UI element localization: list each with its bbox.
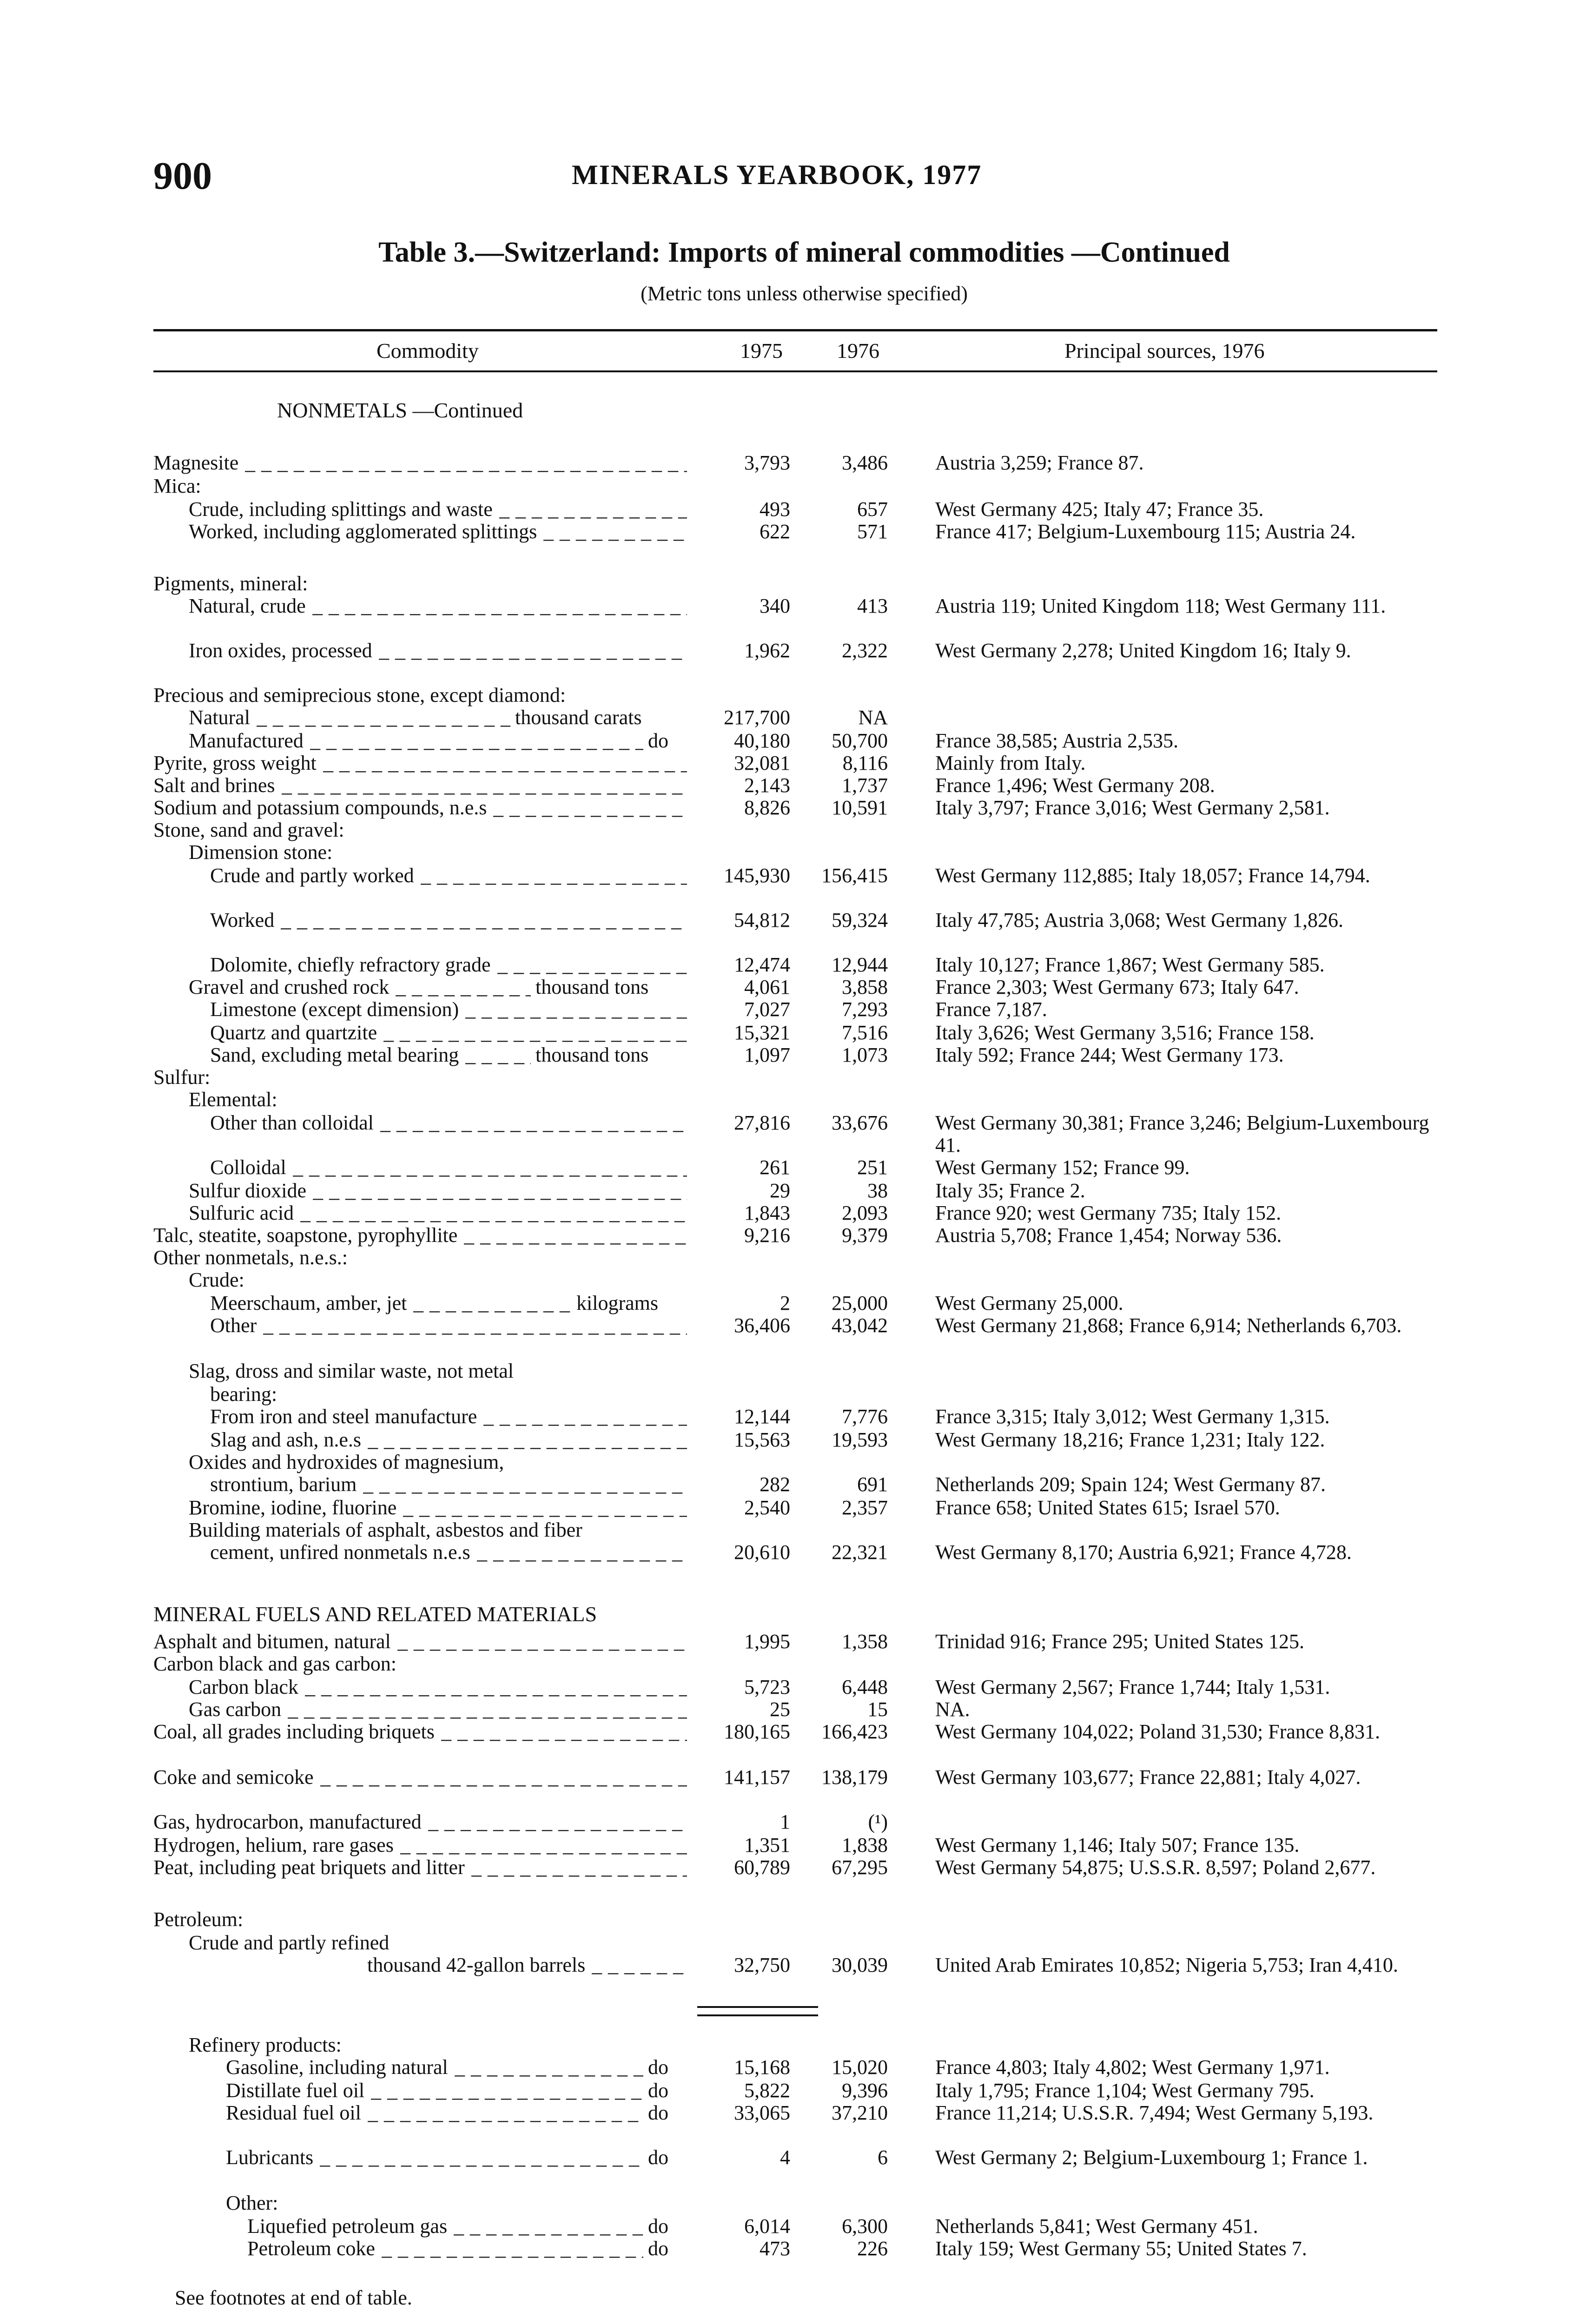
commodity-cell: Peat, including peat briquets and litter [153,1856,465,1879]
commodity-cell: Crude and partly refined [189,1931,390,1954]
value-1975-cell: 4 [780,2146,790,2169]
commodity-cell: Refinery products: [189,2034,342,2056]
value-1976-cell: 2,093 [842,1202,888,1224]
value-1975-cell: 493 [760,498,790,521]
table-row [0,1811,1586,1837]
table-row [0,640,1586,666]
principal-sources-cell: France 4,803; Italy 4,802; West Germany 1,971. [935,2056,1330,2079]
commodity-cell: Hydrogen, helium, rare gases [153,1834,394,1856]
commodity-cell: Crude: [189,1268,245,1291]
dot-leader [383,1022,687,1044]
principal-sources-cell: Austria 5,708; France 1,454; Norway 536. [935,1224,1282,1247]
unit-label: kilograms [576,1292,658,1314]
commodity-cell: Colloidal [210,1156,286,1179]
value-1976-cell: 67,295 [832,1856,888,1879]
value-1976-cell: 43,042 [832,1314,888,1337]
commodity-cell: Natural, crude [189,594,306,617]
table-row [0,2238,1586,2264]
value-1976-cell: 691 [857,1473,888,1496]
value-1976-cell: 1,073 [842,1043,888,1066]
commodity-cell: Sulfur: [153,1066,211,1089]
value-1975-cell: 261 [760,1156,790,1179]
dot-leader [397,1631,687,1653]
commodity-cell: Mica: [153,475,201,497]
dot-leader [380,1112,687,1134]
commodity-cell: Other [210,1314,257,1337]
unit-label: thousand tons [535,976,649,998]
dot-leader [592,1954,687,1976]
commodity-cell: Sulfur dioxide [189,1179,306,1202]
principal-sources-cell: France 11,214; U.S.S.R. 7,494; West Germany 5,193. [935,2101,1374,2124]
principal-sources-cell: France 7,187. [935,998,1047,1021]
table-row [0,841,1586,867]
table-row [0,1908,1586,1934]
commodity-cell: bearing: [210,1383,278,1406]
value-1976-cell: (¹) [868,1810,888,1833]
value-1976-cell: 2,322 [842,639,888,662]
principal-sources-cell: West Germany 103,677; France 22,881; Italy 4,027. [935,1766,1361,1789]
dot-leader [293,1156,687,1179]
commodity-cell: Residual fuel oil [226,2101,361,2124]
dot-leader [263,1314,687,1337]
value-1975-cell: 622 [760,520,790,543]
commodity-cell: Gas, hydrocarbon, manufactured [153,1810,422,1833]
value-1976-cell: 15,020 [832,2056,888,2079]
value-1975-cell: 33,065 [734,2101,790,2124]
commodity-cell: Iron oxides, processed [189,639,372,662]
dot-leader [257,706,510,729]
table-row [0,1269,1586,1295]
unit-label: do [648,2237,668,2260]
value-1975-cell: 282 [760,1473,790,1496]
table-row [0,1721,1586,1747]
value-1975-cell: 473 [760,2237,790,2260]
value-1975-cell: 12,144 [734,1405,790,1428]
commodity-cell: thousand 42-gallon barrels [367,1954,586,1976]
dot-leader [281,909,687,931]
commodity-cell: Asphalt and bitumen, natural [153,1630,391,1653]
value-1976-cell: 6,448 [842,1676,888,1698]
commodity-cell: Crude, including splittings and waste [189,498,493,521]
commodity-cell: Gasoline, including natural [226,2056,448,2079]
dot-leader [403,1497,687,1519]
value-1975-cell: 5,723 [744,1676,790,1698]
commodity-cell: Pyrite, gross weight [153,752,317,774]
value-1975-cell: 29 [770,1179,790,1202]
value-1976-cell: 19,593 [832,1428,888,1451]
commodity-cell: cement, unfired nonmetals n.e.s [210,1541,470,1564]
value-1976-cell: 571 [857,520,888,543]
table-subtitle: (Metric tons unless otherwise specified) [641,282,968,305]
dot-leader [305,1676,687,1698]
value-1976-cell: 2,357 [842,1496,888,1519]
commodity-cell: Other nonmetals, n.e.s.: [153,1246,348,1269]
value-1976-cell: 6 [878,2146,888,2169]
commodity-cell: Limestone (except dimension) [210,998,459,1021]
table-row [0,1856,1586,1882]
commodity-cell: Dolomite, chiefly refractory grade [210,953,491,976]
principal-sources-cell: France 38,585; Austria 2,535. [935,729,1179,752]
value-1976-cell: 7,776 [842,1405,888,1428]
unit-label: do [648,729,668,752]
commodity-cell: Slag, dross and similar waste, not metal [189,1360,514,1382]
value-1976-cell: NA [858,706,888,729]
principal-sources-cell: Austria 3,259; France 87. [935,451,1144,474]
commodity-cell: Dimension stone: [189,841,333,864]
table-row [0,595,1586,621]
page-number: 900 [153,154,212,198]
value-1975-cell: 9,216 [744,1224,790,1247]
principal-sources-cell: Netherlands 5,841; West Germany 451. [935,2215,1258,2238]
dot-leader [499,498,687,521]
principal-sources-cell: Italy 47,785; Austria 3,068; West Germany 1,826. [935,909,1343,931]
principal-sources-cell: Italy 35; France 2. [935,1179,1085,1202]
dot-leader [320,1766,687,1789]
value-1975-cell: 8,826 [744,796,790,819]
dot-leader [477,1541,687,1564]
commodity-cell: Stone, sand and gravel: [153,819,344,841]
value-1976-cell: 413 [857,594,888,617]
commodity-cell: Lubricants [226,2146,314,2169]
principal-sources-cell: West Germany 54,875; U.S.S.R. 8,597; Poland 2,677. [935,1856,1376,1879]
value-1976-cell: 138,179 [821,1766,888,1789]
dot-leader [493,797,687,819]
principal-sources-cell: France 3,315; Italy 3,012; West Germany 1,315. [935,1405,1330,1428]
principal-sources-cell: Italy 159; West Germany 55; United States 7. [935,2237,1307,2260]
principal-sources-cell: West Germany 2,278; United Kingdom 16; Italy 9. [935,639,1351,662]
commodity-cell: Pigments, mineral: [153,572,308,595]
value-1975-cell: 1,351 [744,1834,790,1856]
commodity-cell: Coal, all grades including briquets [153,1720,435,1743]
dot-leader [543,521,687,543]
commodity-cell: strontium, barium [210,1473,357,1496]
table-row [0,865,1586,891]
principal-sources-cell: France 417; Belgium-Luxembourg 115; Austria 24. [935,520,1356,543]
principal-sources-cell: France 2,303; West Germany 673; Italy 647. [935,976,1299,998]
section-heading-mineral-fuels: MINERAL FUELS AND RELATED MATERIALS [153,1602,597,1626]
principal-sources-cell: France 1,496; West Germany 208. [935,774,1215,797]
table-row [0,1314,1586,1340]
unit-label: thousand tons [535,1043,649,1066]
principal-sources-cell: West Germany 30,381; France 3,246; Belgium-Luxembourg 41. [935,1111,1429,1156]
value-1976-cell: 25,000 [832,1292,888,1314]
table-row [0,1360,1586,1386]
commodity-cell: Carbon black [189,1676,298,1698]
value-1976-cell: 657 [857,498,888,521]
commodity-cell: Other than colloidal [210,1111,374,1134]
commodity-cell: Natural [189,706,250,729]
dot-leader [245,452,687,474]
principal-sources-cell: Trinidad 916; France 295; United States 125. [935,1630,1304,1653]
table-row [0,998,1586,1024]
principal-sources-cell: West Germany 104,022; Poland 31,530; France 8,831. [935,1720,1380,1743]
value-1976-cell: 12,944 [832,953,888,976]
principal-sources-cell: France 658; United States 615; Israel 570. [935,1496,1280,1519]
value-1975-cell: 15,168 [734,2056,790,2079]
dot-leader [471,1856,687,1879]
value-1975-cell: 3,793 [744,451,790,474]
principal-sources-cell: West Germany 2,567; France 1,744; Italy 1,531. [935,1676,1330,1698]
value-1975-cell: 7,027 [744,998,790,1021]
column-header-1975: 1975 [740,339,783,363]
value-1975-cell: 20,610 [734,1541,790,1564]
value-1976-cell: 156,415 [821,864,888,887]
value-1975-cell: 2,540 [744,1496,790,1519]
value-1976-cell: 30,039 [832,1954,888,1976]
value-1976-cell: 15 [867,1698,888,1721]
commodity-cell: Meerschaum, amber, jet [210,1292,407,1314]
table-row [0,1111,1586,1156]
commodity-cell: Sulfuric acid [189,1202,294,1224]
principal-sources-cell: West Germany 21,868; France 6,914; Netherlands 6,703. [935,1314,1402,1337]
dot-leader [300,1202,687,1224]
table-row [0,1089,1586,1115]
value-1975-cell: 27,816 [734,1111,790,1134]
value-1975-cell: 32,081 [734,752,790,774]
principal-sources-cell: West Germany 112,885; Italy 18,057; France 14,794. [935,864,1370,887]
dot-leader [455,2056,643,2079]
column-header-sources: Principal sources, 1976 [1064,339,1265,363]
value-1976-cell: 59,324 [832,909,888,931]
principal-sources-cell: West Germany 2; Belgium-Luxembourg 1; France 1. [935,2146,1368,2169]
value-1976-cell: 38 [867,1179,888,1202]
unit-label: do [648,2146,668,2169]
table-row [0,1766,1586,1792]
commodity-cell: Elemental: [189,1088,278,1111]
principal-sources-cell: West Germany 8,170; Austria 6,921; France 4,728. [935,1541,1352,1564]
principal-sources-cell: Netherlands 209; Spain 124; West Germany 87. [935,1473,1326,1496]
commodity-cell: Crude and partly worked [210,864,414,887]
table-row [0,1156,1586,1182]
value-1976-cell: 7,293 [842,998,888,1021]
commodity-cell: Quartz and quartzite [210,1021,377,1044]
value-1975-cell: 2 [780,1292,790,1314]
unit-label: do [648,2079,668,2102]
value-1976-cell: 1,737 [842,774,888,797]
value-1975-cell: 12,474 [734,953,790,976]
value-1975-cell: 25 [770,1698,790,1721]
dot-leader [323,752,687,774]
footnote: See footnotes at end of table. [175,2286,412,2309]
value-1976-cell: 9,396 [842,2079,888,2102]
commodity-cell: Bromine, iodine, fluorine [189,1496,397,1519]
value-1976-cell: 3,858 [842,976,888,998]
table-row [0,475,1586,501]
unit-label: do [648,2101,668,2124]
dot-leader [465,1044,531,1066]
principal-sources-cell: Austria 119; United Kingdom 118; West Germany 111. [935,594,1386,617]
principal-sources-cell: Italy 592; France 244; West Germany 173. [935,1043,1284,1066]
commodity-cell: Gas carbon [189,1698,282,1721]
value-1975-cell: 141,157 [724,1766,790,1789]
unit-label: thousand carats [515,706,642,729]
table-row [0,1473,1586,1499]
table-row [0,521,1586,547]
column-header-commodity: Commodity [377,339,479,363]
commodity-cell: Gravel and crushed rock [189,976,390,998]
value-1976-cell: 9,379 [842,1224,888,1247]
value-1975-cell: 1,995 [744,1630,790,1653]
value-1975-cell: 40,180 [734,729,790,752]
value-1976-cell: 33,676 [832,1111,888,1134]
value-1975-cell: 2,143 [744,774,790,797]
unit-label: do [648,2215,668,2238]
value-1976-cell: 1,838 [842,1834,888,1856]
dot-leader [363,1473,687,1496]
unit-label: do [648,2056,668,2079]
table-title: Table 3.—Switzerland: Imports of mineral commodities —Continued [378,237,1230,268]
table-row [0,1541,1586,1567]
dot-leader [428,1811,687,1833]
value-1976-cell: 226 [857,2237,888,2260]
commodity-cell: Petroleum coke [247,2237,375,2260]
table-row [0,2192,1586,2218]
principal-sources-cell: West Germany 425; Italy 47; France 35. [935,498,1264,521]
commodity-cell: Coke and semicoke [153,1766,314,1789]
dot-leader [368,2102,643,2124]
commodity-cell: Precious and semiprecious stone, except diamond: [153,684,566,706]
value-1975-cell: 1 [780,1810,790,1833]
commodity-cell: From iron and steel manufacture [210,1405,477,1428]
dot-leader [313,1180,687,1202]
dot-leader [288,1698,687,1721]
value-1975-cell: 217,700 [724,706,790,729]
commodity-cell: Magnesite [153,451,239,474]
commodity-cell: Liquefied petroleum gas [247,2215,448,2238]
table-row [0,1954,1586,1980]
value-1975-cell: 1,962 [744,639,790,662]
value-1975-cell: 15,321 [734,1021,790,1044]
principal-sources-cell: United Arab Emirates 10,852; Nigeria 5,753; Iran 4,410. [935,1954,1398,1976]
value-1975-cell: 145,930 [724,864,790,887]
commodity-cell: Oxides and hydroxides of magnesium, [189,1451,504,1473]
dot-leader [441,1721,687,1743]
principal-sources-cell: France 920; west Germany 735; Italy 152. [935,1202,1282,1224]
value-1976-cell: 7,516 [842,1021,888,1044]
value-1975-cell: 1,843 [744,1202,790,1224]
value-1975-cell: 340 [760,594,790,617]
commodity-cell: Talc, steatite, soapstone, pyrophyllite [153,1224,458,1247]
table-row [0,452,1586,478]
commodity-cell: Carbon black and gas carbon: [153,1652,396,1675]
value-1976-cell: 22,321 [832,1541,888,1564]
table-row [0,2056,1586,2082]
value-1975-cell: 5,822 [744,2079,790,2102]
value-1975-cell: 1,097 [744,1043,790,1066]
commodity-cell: Salt and brines [153,774,275,797]
commodity-cell: Distillate fuel oil [226,2079,365,2102]
principal-sources-cell: West Germany 18,216; France 1,231; Italy 122. [935,1428,1325,1451]
value-1975-cell: 32,750 [734,1954,790,1976]
dot-leader [400,1834,687,1856]
principal-sources-cell: Italy 3,797; France 3,016; West Germany 2,581. [935,796,1330,819]
commodity-cell: Sodium and potassium compounds, n.e.s [153,796,487,819]
running-title: MINERALS YEARBOOK, 1977 [572,159,982,190]
value-1975-cell: 60,789 [734,1856,790,1879]
commodity-cell: Other: [226,2192,278,2214]
commodity-cell: Sand, excluding metal bearing [210,1043,459,1066]
commodity-cell: Slag and ash, n.e.s [210,1428,362,1451]
principal-sources-cell: Italy 3,626; West Germany 3,516; France 158. [935,1021,1315,1044]
principal-sources-cell: NA. [935,1698,970,1721]
value-1975-cell: 54,812 [734,909,790,931]
value-1976-cell: 50,700 [832,729,888,752]
dot-leader [483,1406,687,1428]
principal-sources-cell: West Germany 1,146; Italy 507; France 135. [935,1834,1300,1856]
dot-leader [310,730,643,752]
dot-leader [454,2215,643,2238]
dot-leader [282,774,687,797]
dot-leader [379,640,687,662]
dot-leader [312,595,687,617]
value-1976-cell: 166,423 [821,1720,888,1743]
principal-sources-cell: Italy 10,127; France 1,867; West Germany 585. [935,953,1325,976]
value-1976-cell: 10,591 [832,796,888,819]
value-1975-cell: 15,563 [734,1428,790,1451]
value-1976-cell: 3,486 [842,451,888,474]
section-heading-nonmetals: NONMETALS —Continued [277,398,523,422]
dot-leader [421,865,687,887]
value-1975-cell: 180,165 [724,1720,790,1743]
value-1976-cell: 37,210 [832,2101,888,2124]
principal-sources-cell: Italy 1,795; France 1,104; West Germany 795. [935,2079,1315,2102]
dot-leader [413,1292,572,1314]
dot-leader [465,998,687,1021]
dot-leader [320,2146,643,2169]
value-1975-cell: 6,014 [744,2215,790,2238]
commodity-cell: Building materials of asphalt, asbestos and fiber [189,1519,582,1541]
value-1975-cell: 36,406 [734,1314,790,1337]
table-row [0,909,1586,935]
dot-leader [396,976,531,998]
dot-leader [368,1429,687,1451]
value-1976-cell: 6,300 [842,2215,888,2238]
dot-leader [497,954,687,976]
table-row [0,1653,1586,1679]
table-row [0,1406,1586,1432]
principal-sources-cell: West Germany 152; France 99. [935,1156,1190,1179]
dot-leader [382,2238,643,2260]
column-header-1976: 1976 [837,339,879,363]
table-row [0,2146,1586,2172]
commodity-cell: Manufactured [189,729,304,752]
commodity-cell: Worked [210,909,275,931]
commodity-cell: Worked, including agglomerated splittings [189,520,537,543]
commodity-cell: Petroleum: [153,1908,244,1931]
dot-leader [464,1224,687,1247]
principal-sources-cell: Mainly from Italy. [935,752,1086,774]
principal-sources-cell: West Germany 25,000. [935,1292,1123,1314]
table-row [0,706,1586,733]
table-row [0,2102,1586,2128]
value-1976-cell: 251 [857,1156,888,1179]
value-1976-cell: 1,358 [842,1630,888,1653]
dot-leader [371,2080,643,2102]
value-1976-cell: 8,116 [842,752,888,774]
value-1975-cell: 4,061 [744,976,790,998]
